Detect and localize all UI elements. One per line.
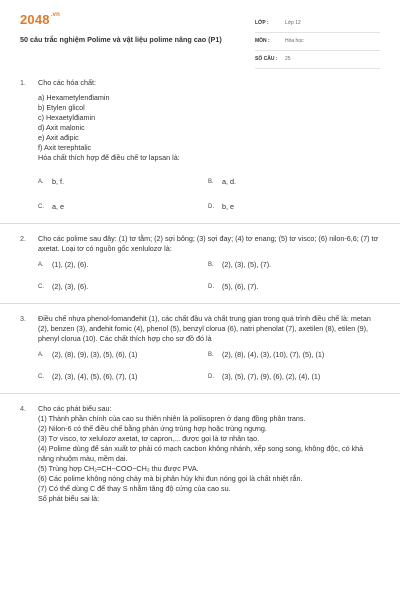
answer-text: (2), (8), (9), (3), (5), (6), (1) xyxy=(52,350,138,359)
answer-text: a, d. xyxy=(222,177,236,186)
answer-row xyxy=(38,282,380,292)
meta-label: LỚP : xyxy=(255,20,269,26)
meta-label: MÔN : xyxy=(255,38,270,44)
answer-text: b, e xyxy=(222,202,234,211)
question-list xyxy=(0,78,400,508)
logo-text: 2048 xyxy=(20,12,50,27)
question-item: c) Hexaetylđiamin xyxy=(38,113,96,122)
answer-letter: C. xyxy=(38,284,44,290)
question-item: Số phát biểu sai là: xyxy=(38,494,100,503)
site-logo[interactable] xyxy=(20,12,60,27)
answer-option[interactable] xyxy=(208,260,378,270)
answer-option[interactable] xyxy=(38,372,208,382)
answer-letter: A. xyxy=(38,352,44,358)
question-stem: Cho các hóa chất: xyxy=(38,78,96,87)
answer-option[interactable] xyxy=(38,202,208,212)
answer-text: (2), (3), (6). xyxy=(52,282,89,291)
answer-option[interactable] xyxy=(38,177,208,187)
question-number: 1. xyxy=(20,78,26,87)
answer-letter: A. xyxy=(38,179,44,185)
question-number: 4. xyxy=(20,404,26,413)
question-item: (2) Nilon-6 có thể điều chế bằng phản ứng trùng hợp hoặc trùng ngưng. xyxy=(38,424,267,433)
logo-suffix: .vn xyxy=(50,12,61,18)
answer-letter: A. xyxy=(38,262,44,268)
answer-letter: B. xyxy=(208,262,214,268)
meta-row-class xyxy=(255,17,380,33)
answer-option[interactable] xyxy=(208,202,378,212)
answer-text: b, f. xyxy=(52,177,64,186)
question-block xyxy=(0,78,400,224)
answer-letter: B. xyxy=(208,179,214,185)
question-block xyxy=(0,394,400,508)
question-item: (7) Có thể dùng C để thay S nhằm tăng độ cứng của cao su. xyxy=(38,484,231,493)
answer-option[interactable] xyxy=(208,177,378,187)
question-number: 2. xyxy=(20,234,26,243)
question-item: (6) Các polime không nóng chảy mà bị phân hủy khi đun nóng gọi là chất nhiệt rắn. xyxy=(38,474,303,483)
question-stem: Cho các phát biểu sau: xyxy=(38,404,112,413)
question-block xyxy=(0,224,400,304)
answer-option[interactable] xyxy=(38,260,208,270)
answer-option[interactable] xyxy=(208,350,378,360)
document-title: 50 câu trắc nghiệm Polime và vật liệu polime nâng cao (P1) xyxy=(20,35,222,44)
answer-option[interactable] xyxy=(208,372,378,382)
answer-text: (2), (8), (4), (3), (10), (7), (5), (1) xyxy=(222,350,325,359)
answer-option[interactable] xyxy=(208,282,378,292)
question-item: (1) Thành phần chính của cao su thiên nhiên là poliisopren ở dạng đồng phân trans. xyxy=(38,414,306,423)
question-item: Hóa chất thích hợp để điều chế tơ lapsan là: xyxy=(38,153,180,162)
answer-letter: C. xyxy=(38,374,44,380)
answer-option[interactable] xyxy=(38,282,208,292)
answer-text: (5), (6), (7). xyxy=(222,282,259,291)
answer-letter: D. xyxy=(208,204,214,210)
question-item: e) Axit ađipic xyxy=(38,133,79,142)
question-stem: Điều chế nhựa phenol-fomanđehit (1), các chất đầu và chất trung gian trong quá trình điều chế là: metan (2), benzen (3), anđehit fomic (4), phenol (5), benzyl clorua (6), natri phenolat (7), axetilen (8), etilen (9), phenyl clorua (10). Các chất thích hợp cho sơ đồ đó là xyxy=(38,314,371,343)
answer-options xyxy=(38,350,380,382)
answer-letter: C. xyxy=(38,204,44,210)
answer-text: (1), (2), (6). xyxy=(52,260,89,269)
answer-row xyxy=(38,202,380,212)
answer-letter: D. xyxy=(208,284,214,290)
question-items xyxy=(38,93,380,163)
question-item: (5) Trùng hợp CH₂=CH−COO−CH₃ thu được PVA. xyxy=(38,464,199,473)
answer-text: (3), (5), (7), (9), (6), (2), (4), (1) xyxy=(222,372,321,381)
question-number: 3. xyxy=(20,314,26,323)
question-item: b) Etylen glicol xyxy=(38,103,85,112)
answer-text: (2), (3), (4), (5), (6), (7), (1) xyxy=(52,372,138,381)
answer-option[interactable] xyxy=(38,350,208,360)
meta-value: 25 xyxy=(285,56,291,62)
question-stem: Cho các polime sau đây: (1) tơ tằm; (2) sợi bông; (3) sợi đay; (4) tơ enang; (5) tơ visco; (6) nilon-6,6; (7) tơ axetat. Loại tơ có nguồn gốc xenlulozơ là: xyxy=(38,234,379,253)
question-item: (4) Polime dùng để sản xuất tơ phải có mạch cacbon không nhánh, xếp song song, không độc, có khả năng nhuộm màu, mềm dai. xyxy=(38,444,364,463)
answer-letter: B. xyxy=(208,352,214,358)
meta-row-count xyxy=(255,53,380,69)
question-block xyxy=(0,304,400,394)
question-item: d) Axit malonic xyxy=(38,123,85,132)
question-item: a) Hexametylenđiamin xyxy=(38,93,110,102)
meta-row-subject xyxy=(255,35,380,51)
header xyxy=(0,0,400,62)
answer-row xyxy=(38,177,380,187)
meta-value: Hóa học xyxy=(285,38,304,44)
answer-row xyxy=(38,350,380,360)
question-items xyxy=(38,414,380,504)
question-item: (3) Tơ visco, tơ xelulozơ axetat, tơ capron,... được gọi là tơ nhân tạo. xyxy=(38,434,260,443)
answer-text: (2), (3), (5), (7). xyxy=(222,260,272,269)
question-item: f) Axit terephtalic xyxy=(38,143,92,152)
meta-value: Lớp 12 xyxy=(285,20,301,26)
meta-label: SỐ CÂU : xyxy=(255,56,278,62)
answer-letter: D. xyxy=(208,374,214,380)
answer-text: a, e xyxy=(52,202,64,211)
answer-options xyxy=(38,177,380,212)
meta-panel xyxy=(255,17,380,71)
answer-row xyxy=(38,372,380,382)
answer-row xyxy=(38,260,380,270)
answer-options xyxy=(38,260,380,292)
